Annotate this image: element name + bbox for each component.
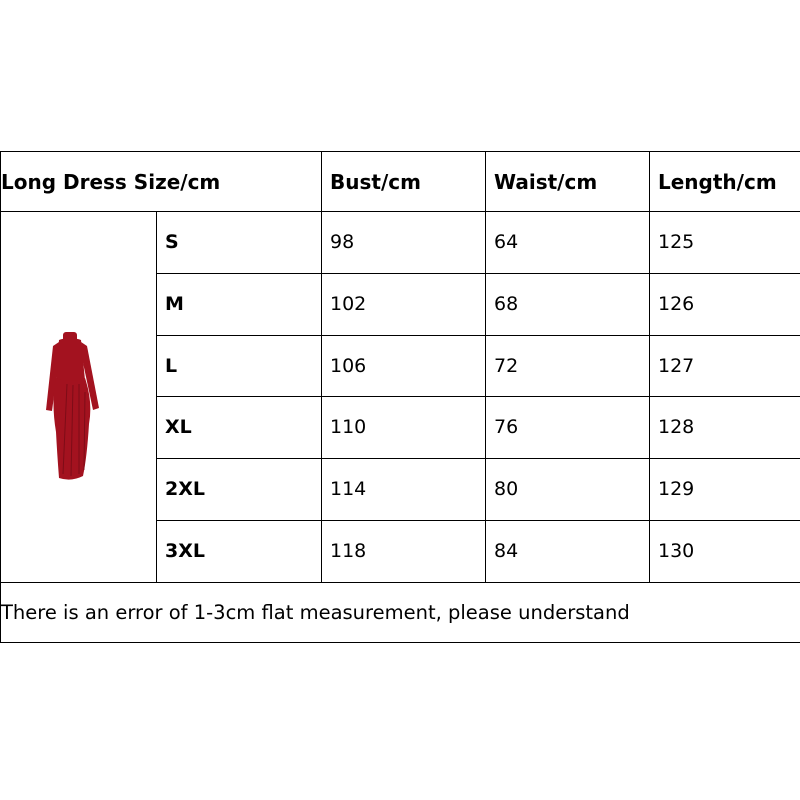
size-label: M <box>157 273 322 335</box>
bust-value: 98 <box>322 212 486 274</box>
length-value: 125 <box>650 212 800 274</box>
waist-value: 76 <box>486 397 650 459</box>
red-long-dress-icon <box>1 212 157 582</box>
note-row <box>1 583 800 643</box>
header-waist: Waist/cm <box>486 152 650 212</box>
header-bust: Bust/cm <box>322 152 486 212</box>
length-value: 127 <box>650 335 800 397</box>
size-label: L <box>157 335 322 397</box>
waist-value: 84 <box>486 521 650 583</box>
bust-value: 106 <box>322 335 486 397</box>
table-row <box>1 212 800 274</box>
size-label: S <box>157 212 322 274</box>
length-value: 126 <box>650 273 800 335</box>
header-length: Length/cm <box>650 152 800 212</box>
header-row <box>1 152 800 212</box>
bust-value: 118 <box>322 521 486 583</box>
waist-value: 68 <box>486 273 650 335</box>
size-chart-table <box>0 151 800 643</box>
bust-value: 110 <box>322 397 486 459</box>
size-label: 2XL <box>157 459 322 521</box>
size-label: XL <box>157 397 322 459</box>
waist-value: 64 <box>486 212 650 274</box>
waist-value: 80 <box>486 459 650 521</box>
size-label: 3XL <box>157 521 322 583</box>
waist-value: 72 <box>486 335 650 397</box>
measurement-note: There is an error of 1-3cm flat measurement, please understand <box>1 583 800 643</box>
length-value: 130 <box>650 521 800 583</box>
bust-value: 102 <box>322 273 486 335</box>
length-value: 128 <box>650 397 800 459</box>
bust-value: 114 <box>322 459 486 521</box>
length-value: 129 <box>650 459 800 521</box>
header-title: Long Dress Size/cm <box>1 152 322 212</box>
product-image-cell <box>1 212 157 583</box>
